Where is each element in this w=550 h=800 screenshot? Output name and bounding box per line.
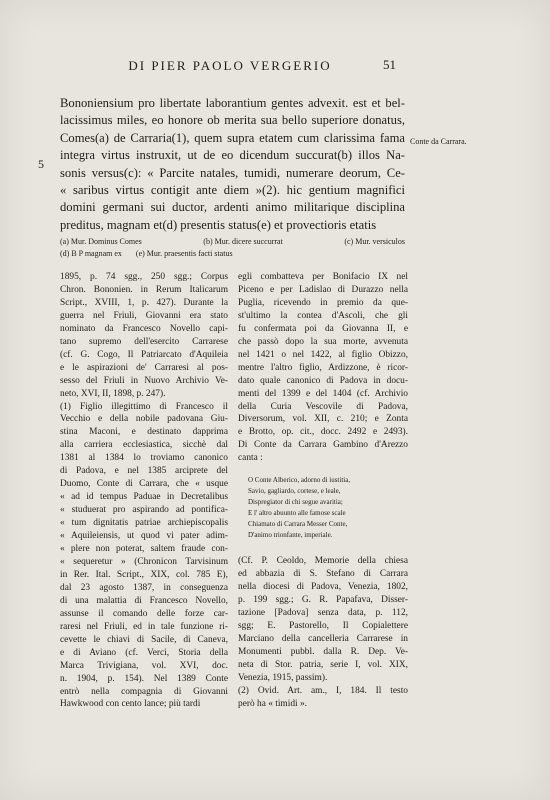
note-line: Marca Trivigiana, vol. XVI, doc. — [60, 660, 228, 671]
note-line: e Brotto, op. cit., docc. 2492 e 2493). — [238, 427, 408, 438]
note-line: (1) Figlio illegittimo di Francesco il — [60, 401, 228, 412]
note-line: fu confermata poi da Giovanna II, e — [238, 323, 408, 334]
note-line: 1381 al 1384 lo troviamo canonico — [60, 453, 228, 464]
note-line: « studuerat pro aspirando ad pontifica- — [60, 505, 228, 516]
note-line: 1895, p. 74 sgg., 250 sgg.; Corpus — [60, 272, 228, 282]
apparatus-entry: (d) B P magnam ex — [60, 249, 122, 258]
note-line: e di Aviano (cf. Verci, Storia della — [60, 647, 228, 658]
verse-line: Chiamato di Carrara Messer Conte, — [248, 520, 348, 529]
note-line: « ad id tempus Paduae in Decretalibus — [60, 492, 228, 503]
note-line: menti del 1399 e del 1404 (cf. Archivio — [238, 388, 408, 399]
footnotes-right-column — [238, 271, 408, 711]
note-line: nella diocesi di Padova, Venezia, 1802, — [238, 582, 408, 593]
note-line: assunse il comando delle forze car- — [60, 608, 228, 619]
note-line: nel 1421 o nel 1422, al figlio Obizzo, — [238, 349, 408, 360]
note-line: « sequeretur » (Chronicon Tarvisinum — [60, 556, 228, 567]
main-text — [60, 95, 405, 234]
note-line: che passò dopo la sua morte, avvenuta — [238, 336, 408, 347]
note-line: mentre l'altro figlio, Ardizzone, è ricor- — [238, 362, 408, 373]
main-line: domini germani sui ductor, ardenti animo militarique disciplina — [60, 200, 405, 215]
apparatus-entry: (c) Mur. versiculos — [344, 237, 405, 246]
note-line: dato quale canonico di Padova in docu- — [238, 375, 408, 386]
note-line: sesso del Friuli in Nuovo Archivio Ve- — [60, 375, 228, 386]
note-line: guerra nel Friuli, Giovanni era stato — [60, 310, 228, 321]
note-line: stina Maconi, e destinato dapprima — [60, 427, 228, 438]
note-line: n. 1904, p. 154). Nel 1389 Conte — [60, 673, 228, 684]
note-line: Puglia, ricevendo in premio da que- — [238, 297, 408, 308]
note-line: alla carriera ecclesiastica, sicchè dal — [60, 440, 228, 451]
apparatus-entry: (e) Mur. praesentis facti status — [135, 249, 233, 258]
note-line: (cf. G. Cogo, Il Patriarcato d'Aquileia — [60, 349, 228, 360]
running-header: DI PIER PAOLO VERGERIO — [128, 58, 332, 73]
main-line: Bononiensium pro libertate laborantium gentes advexit. est et bel- — [60, 96, 405, 110]
note-line: egli combatteva per Bonifacio IX nel — [238, 272, 408, 282]
main-line: « saribus virtus contigit ante diem »(2). hic gentium magnifici — [60, 183, 405, 198]
note-line: però ha « timidi ». — [238, 698, 307, 709]
note-line: Diversorum, vol. XII, c. 210; e Zonta — [238, 414, 408, 425]
note-line: tano supremo dell'esercito Carrarese — [60, 336, 228, 347]
note-line: dal 23 agosto 1387, in conseguenza — [60, 582, 228, 593]
verse-line: E l' altro abuunto alle famose scale — [248, 509, 346, 518]
verse-line: O Conte Alberico, adorno di iustitia, — [248, 476, 351, 485]
main-line: Comes(a) de Carraria(1), quem supra etatem cum clarissima fama — [60, 130, 405, 145]
note-line: nominato da Francesco Novello capi- — [60, 323, 228, 334]
line-number-marker: 5 — [38, 157, 44, 171]
note-line: (2) Ovid. Art. am., I, 184. Il testo — [238, 685, 408, 696]
note-line: in Rer. Ital. Script., XIX, col. 785 E), — [60, 569, 228, 580]
note-line: « tum dignitatis patriae archiepiscopalis — [60, 518, 228, 529]
critical-apparatus — [60, 236, 405, 260]
apparatus-row — [60, 236, 405, 248]
page-number: 51 — [383, 57, 396, 72]
note-line: sgg; E. Pastorello, Il Copialettere — [238, 621, 408, 632]
verse-line: Savio, gagliardo, cortese, e leale, — [248, 487, 341, 496]
apparatus-entry: (b) Mur. dicere succurrat — [203, 237, 283, 246]
verse-line: D'animo trionfante, imperiale. — [248, 531, 333, 540]
apparatus-entry: (a) Mur. Dominus Comes — [60, 237, 142, 246]
note-line: neta di Stor. patria, serie I, vol. XIX, — [238, 659, 408, 670]
note-line: Piceno e per Ladislao di Durazzo nella — [238, 284, 408, 295]
note-line: Script., XVIII, 1, p. 427). Durante la — [60, 297, 228, 308]
note-line: (Cf. P. Ceoldo, Memorie della chiesa — [238, 556, 408, 567]
note-line: Hawkwood con cento lance; più tardi — [60, 699, 201, 710]
note-line: di Padova, e nel 1385 arciprete del — [60, 466, 228, 477]
note-line: st'ultimo la contea d'Ascoli, che gli — [238, 310, 408, 321]
note-line: di una malattia di Francesco Novello, — [60, 595, 228, 606]
note-line: ed abbazia di S. Stefano di Carrara — [238, 569, 408, 580]
note-line: Marciano della cancelleria Carrarese in — [238, 634, 408, 645]
margin-note: Conte da Carrara. — [410, 137, 467, 146]
note-line: neto, XVI, II, 1898, p. 247). — [60, 388, 166, 399]
note-line: Di Conte da Carrara Gambino d'Arezzo — [238, 440, 408, 451]
note-line: cevette le chiavi di Sacile, di Caneva, — [60, 634, 228, 645]
note-line: canta : — [238, 453, 263, 464]
verse-quotation — [248, 475, 408, 541]
apparatus-row — [60, 248, 405, 260]
note-line: Vecchio e della nobile padovana Giu- — [60, 414, 228, 425]
note-line: entrò nella compagnia di Giovanni — [60, 686, 228, 697]
note-line: Duomo, Conte di Carrara, che « usque — [60, 479, 228, 490]
main-line: sonis versus(c): « Parcite natales, tumidi, numerare deorum, Ce- — [60, 165, 405, 180]
note-line: raresi nel Friuli, ed in tale funzione ri- — [60, 621, 228, 632]
verse-line: Dispregiator di chi segue avaritia; — [248, 498, 343, 507]
main-line: preditus, magnam et(d) presentis status(e) et provectioris etatis — [60, 217, 377, 232]
note-line: della Curia Vescovile di Padova, — [238, 401, 408, 412]
note-line: tazione [Padova] senza data, p. 112, — [238, 608, 408, 619]
note-line: « Aquileiensis, ut quod vi pater adim- — [60, 531, 228, 542]
note-line: e le aspirazioni de' Carraresi al pos- — [60, 362, 228, 373]
footnotes-left-column — [60, 271, 228, 711]
note-line: Venezia, 1915, passim). — [238, 672, 328, 683]
note-line: Monumenti pubbl. dalla R. Dep. Ve- — [238, 646, 408, 657]
note-line: « plere non poterat, saltem fraude con- — [60, 544, 228, 555]
note-line: p. 199 sgg.; G. R. Papafava, Disser- — [238, 595, 408, 606]
main-line: integra virtus instruxit, ut de eo dicendum succurat(b) illos Na- — [60, 148, 405, 163]
main-line: lacissimus miles, eo honore ob merita sua bello superiore donatus, — [60, 113, 405, 128]
note-line: Chron. Bononien. in Rerum Italicarum — [60, 284, 228, 295]
